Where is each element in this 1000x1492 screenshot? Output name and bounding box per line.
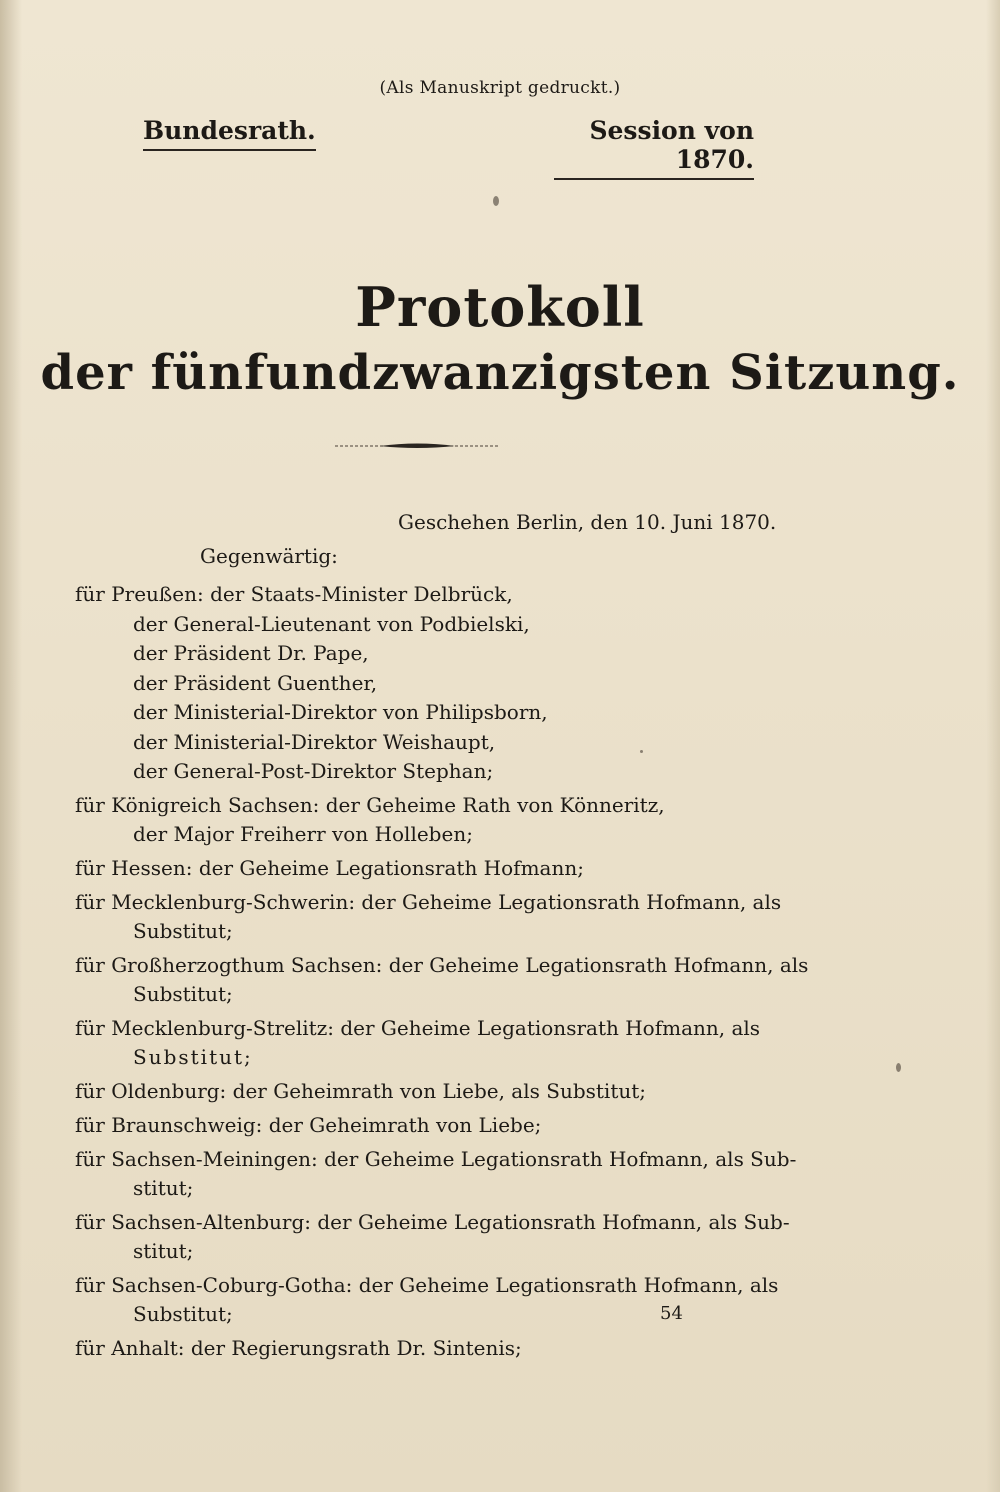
entry-line: Substitut; xyxy=(133,919,233,944)
entry-line: für Sachsen-Meiningen: der Geheime Legationsrath Hofmann, als Sub- xyxy=(75,1146,797,1171)
entry-line: der Major Freiherr von Holleben; xyxy=(133,822,473,847)
entry-line: für Mecklenburg-Schwerin: der Geheime Legationsrath Hofmann, als xyxy=(75,889,782,914)
paper-speck xyxy=(896,1063,901,1072)
entry-line: für Hessen: der Geheime Legationsrath Hofmann; xyxy=(75,855,584,880)
entry-line: der Ministerial-Direktor von Philipsborn, xyxy=(133,700,548,724)
entry-line: der General-Post-Direktor Stephan; xyxy=(133,759,494,783)
attendee-entry-saxe-meiningen xyxy=(75,1145,797,1204)
entry-line: für Sachsen-Altenburg: der Geheime Legationsrath Hofmann, als Sub- xyxy=(75,1209,790,1234)
attendee-entry-mecklenburg-schwerin xyxy=(75,888,782,947)
entry-line: Substitut; xyxy=(133,1302,233,1327)
attendee-entry-hessen xyxy=(75,854,775,884)
document-subtitle: der fünfundzwanzigsten Sitzung. xyxy=(40,345,960,401)
entry-line: der Präsident Dr. Pape, xyxy=(133,641,369,665)
entry-line: für Oldenburg: der Geheimrath von Liebe, als Substitut; xyxy=(75,1079,647,1104)
attendee-entry-saxe-altenburg xyxy=(75,1208,790,1267)
entry-line: für Braunschweig: der Geheimrath von Liebe; xyxy=(75,1112,542,1137)
entry-line: Substitut; xyxy=(133,1045,253,1070)
attendee-entry-oldenburg xyxy=(75,1077,775,1107)
place-date-line: Geschehen Berlin, den 10. Juni 1870. xyxy=(398,510,777,534)
entry-line: der General-Lieutenant von Podbielski, xyxy=(133,611,530,636)
header-session: Session von 1870. xyxy=(554,116,754,180)
attendee-entry-anhalt xyxy=(75,1334,775,1364)
imprint-note: (Als Manuskript gedruckt.) xyxy=(379,78,621,98)
entry-line: stitut; xyxy=(133,1239,194,1264)
entry-line: für Sachsen-Coburg-Gotha: der Geheime Legationsrath Hofmann, als xyxy=(75,1272,779,1297)
attendee-entry-prussia xyxy=(75,580,775,787)
present-label: Gegenwärtig: xyxy=(200,544,338,568)
attendee-list xyxy=(0,580,1000,1368)
entry-line: für Anhalt: der Regierungsrath Dr. Sintenis; xyxy=(75,1336,522,1361)
entry-line: der Präsident Guenther, xyxy=(133,670,378,695)
entry-line: Substitut; xyxy=(133,982,233,1007)
entry-line: stitut; xyxy=(133,1176,194,1200)
entry-line: der Ministerial-Direktor Weishaupt, xyxy=(133,729,496,754)
attendee-entry-saxony-kingdom xyxy=(75,791,775,850)
header-body-name: Bundesrath. xyxy=(143,116,316,151)
entry-line: für Großherzogthum Sachsen: der Geheime Legationsrath Hofmann, als xyxy=(75,952,809,977)
attendee-entry-mecklenburg-strelitz xyxy=(75,1014,775,1073)
attendee-entry-braunschweig xyxy=(75,1111,775,1141)
entry-line: für Mecklenburg-Strelitz: der Geheime Legationsrath Hofmann, als xyxy=(75,1015,761,1040)
paper-speck xyxy=(640,750,643,753)
document-title: Protokoll xyxy=(355,275,645,339)
entry-line: für Königreich Sachsen: der Geheime Rath von Könneritz, xyxy=(75,792,665,817)
entry-line: für Preußen: der Staats-Minister Delbrück, xyxy=(75,582,513,606)
paper-speck xyxy=(493,196,499,206)
attendee-entry-saxony-grand-duchy xyxy=(75,951,809,1010)
page-number: 54 xyxy=(660,1303,683,1324)
divider-ornament xyxy=(335,440,500,452)
